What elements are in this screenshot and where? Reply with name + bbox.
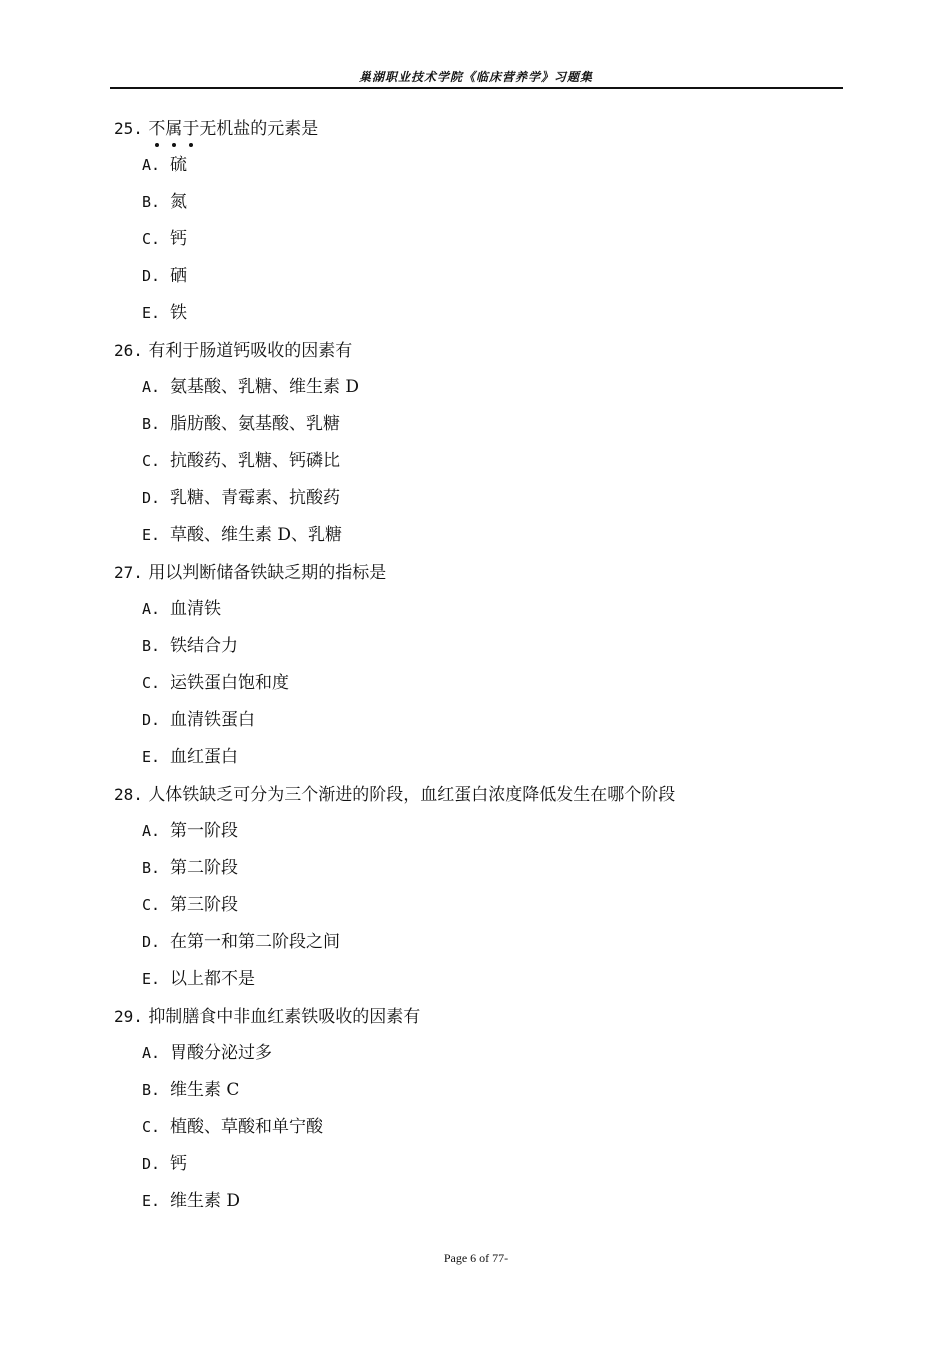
question-26-option-a: A. 氨基酸、乳糖、维生素 D	[142, 377, 360, 397]
question-29-option-e: E. 维生素 D	[142, 1191, 241, 1211]
question-number: 28.	[114, 785, 143, 804]
question-text: 无机盐的元素是	[199, 119, 319, 139]
question-26-stem	[114, 332, 844, 369]
question-list	[114, 110, 844, 1220]
question-text: 有利于肠道钙吸收的因素有	[148, 341, 353, 361]
question-27-option-d: D. 血清铁蛋白	[142, 710, 255, 730]
question-28-option-e: E. 以上都不是	[142, 969, 255, 989]
question-27-option-e: E. 血红蛋白	[142, 747, 238, 767]
page-number: Page 6 of 77-	[443, 1251, 509, 1265]
question-27-option-a: A. 血清铁	[142, 599, 221, 619]
question-27-option-c: C. 运铁蛋白饱和度	[142, 673, 289, 693]
question-28-option-d: D. 在第一和第二阶段之间	[142, 932, 340, 952]
question-29-stem	[114, 998, 844, 1035]
question-27-option-b: B. 铁结合力	[142, 636, 238, 656]
question-number: 29.	[114, 1007, 143, 1026]
question-29-option-a: A. 胃酸分泌过多	[142, 1043, 272, 1063]
question-text: 抑制膳食中非血红素铁吸收的因素有	[148, 1007, 421, 1027]
question-29-option-b: B. 维生素 C	[142, 1080, 240, 1100]
question-number: 27.	[114, 563, 143, 582]
question-28-option-c: C. 第三阶段	[142, 895, 238, 915]
question-26-option-e: E. 草酸、维生素 D、乳糖	[142, 525, 343, 545]
question-29-option-c: C. 植酸、草酸和单宁酸	[142, 1117, 323, 1137]
question-text: 人体铁缺乏可分为三个渐进的阶段，血红蛋白浓度降低发生在哪个阶段	[148, 785, 676, 805]
question-25-option-d: D. 硒	[142, 266, 187, 286]
question-25-option-e: E. 铁	[142, 303, 187, 323]
question-26-option-c: C. 抗酸药、乳糖、钙磷比	[142, 451, 340, 471]
emphasized-char: 属	[165, 119, 183, 139]
question-26-option-b: B. 脂肪酸、氨基酸、乳糖	[142, 414, 340, 434]
question-25-stem	[114, 110, 844, 147]
question-29-option-d: D. 钙	[142, 1154, 187, 1174]
emphasized-char: 于	[182, 119, 200, 139]
question-28-option-a: A. 第一阶段	[142, 821, 238, 841]
page-header: 巢湖职业技术学院《临床营养学》习题集	[358, 70, 593, 84]
header-divider	[110, 87, 843, 89]
question-25-option-c: C. 钙	[142, 229, 187, 249]
question-27-stem	[114, 554, 844, 591]
question-28-option-b: B. 第二阶段	[142, 858, 238, 878]
question-text: 用以判断储备铁缺乏期的指标是	[148, 563, 387, 583]
question-number: 26.	[114, 341, 143, 360]
question-25-option-b: B. 氮	[142, 192, 187, 212]
question-26-option-d: D. 乳糖、青霉素、抗酸药	[142, 488, 340, 508]
question-number: 25.	[114, 119, 143, 138]
emphasized-char: 不	[148, 119, 166, 139]
question-28-stem	[114, 776, 844, 813]
question-25-option-a: A. 硫	[142, 155, 187, 175]
